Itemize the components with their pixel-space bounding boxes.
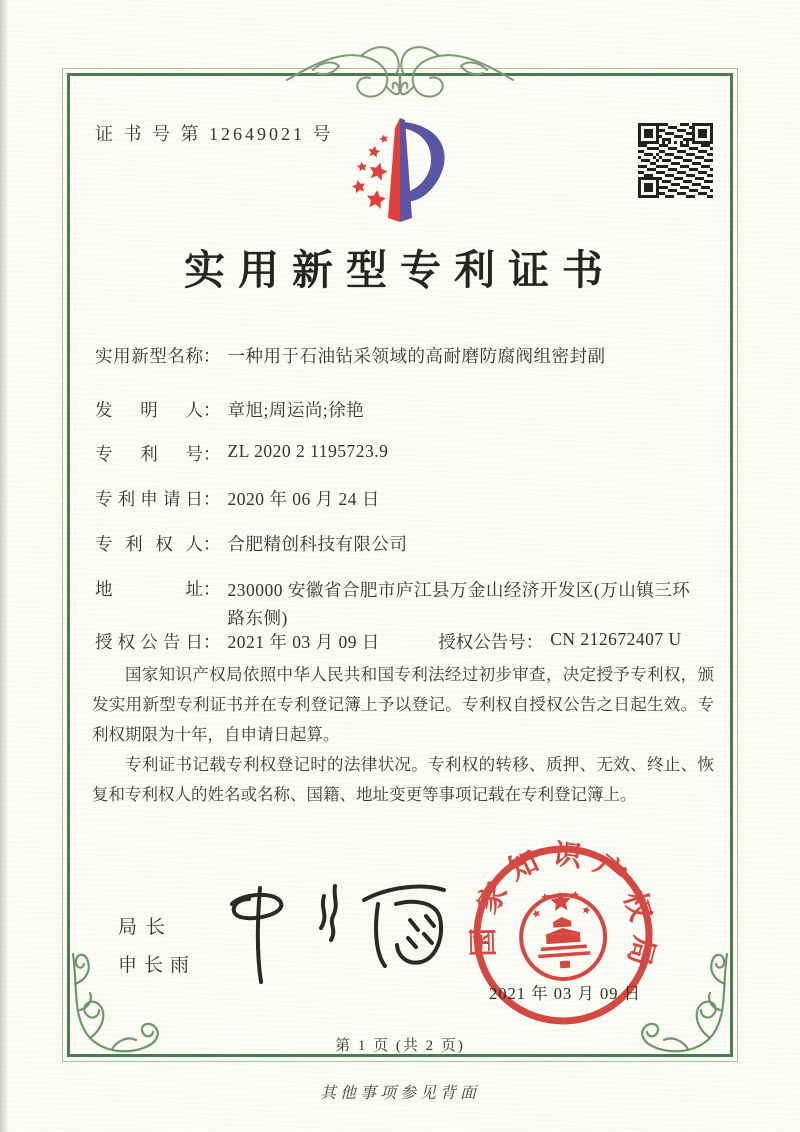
- colon: ：: [203, 400, 221, 420]
- seal-text: 国家知识产权局: [467, 838, 660, 980]
- colon: ：: [203, 632, 221, 652]
- field-inventors: [95, 397, 364, 422]
- field-label: 发明人: [95, 400, 203, 420]
- colon: ：: [203, 346, 221, 366]
- officer-signature-icon: [198, 868, 468, 994]
- legal-text: [92, 660, 714, 810]
- seal-date: 2021 年 03 月 09 日: [489, 984, 642, 1003]
- field-grant-date: [95, 632, 380, 652]
- field-filing-date: [95, 486, 380, 511]
- field-value: ZL 2020 2 1195723.9: [227, 441, 389, 461]
- field-value: 2020 年 06 月 24 日: [227, 489, 380, 509]
- field-grant-number: [438, 629, 682, 652]
- field-grant-row: [95, 629, 682, 654]
- field-address: [95, 576, 706, 633]
- field-label: 专利号: [95, 444, 203, 464]
- certificate-title: 实用新型专利证书: [184, 247, 616, 293]
- field-utility-model-name: [95, 343, 606, 368]
- field-label: 专利申请日: [95, 489, 203, 509]
- field-patentee: [95, 531, 408, 556]
- field-label: 专利权人: [95, 534, 203, 554]
- field-value: 一种用于石油钻采领域的高耐磨防腐阀组密封副: [227, 346, 606, 366]
- national-emblem-icon: [518, 888, 608, 981]
- officer-name: 申长雨: [118, 955, 197, 976]
- field-label: 授权公告号: [438, 632, 526, 652]
- legal-paragraph-1: 国家知识产权局依照中华人民共和国专利法经过初步审查，决定授予专利权，颁发实用新型专利证书并在专利登记簿上予以登记。专利权自授权公告之日起生效。专利权期限为十年，自申请日起算。: [92, 665, 714, 745]
- colon: ：: [203, 444, 221, 464]
- field-value: CN 212672407 U: [550, 629, 682, 649]
- svg-text:国家知识产权局: [462, 834, 665, 993]
- colon: ：: [203, 534, 221, 554]
- field-value: 2021 年 03 月 09 日: [227, 632, 380, 652]
- field-value: 合肥精创科技有限公司: [227, 534, 408, 554]
- qr-code-icon: [638, 123, 713, 198]
- scan-edge-shadow: [0, 0, 9, 1132]
- officer-title: 局长: [118, 917, 175, 938]
- official-seal-icon: [462, 834, 665, 1037]
- certificate-number: 证 书 号 第 12649021 号: [95, 124, 334, 144]
- officer-block: [118, 912, 196, 977]
- cnipa-logo-icon: [344, 112, 456, 230]
- field-label: 授权公告日: [95, 632, 203, 652]
- back-note: 其他事项参见背面: [319, 1085, 480, 1102]
- field-label: 实用新型名称: [95, 346, 203, 366]
- page-indicator: 第 1 页 (共 2 页): [335, 1038, 465, 1054]
- colon: ：: [203, 489, 221, 509]
- colon: ：: [203, 579, 221, 599]
- field-value: 章旭;周运尚;徐艳: [227, 400, 365, 420]
- field-value: 230000 安徽省合肥市庐江县万金山经济开发区(万山镇三环路东侧): [227, 580, 691, 629]
- colon: ：: [525, 632, 544, 652]
- legal-paragraph-2: 专利证书记载专利权登记时的法律状况。专利权的转移、质押、无效、终止、恢复和专利权人的姓名或名称、国籍、地址变更等事项记载在专利登记簿上。: [92, 755, 714, 805]
- field-patent-number: [95, 441, 388, 466]
- field-label: 地址: [95, 579, 203, 599]
